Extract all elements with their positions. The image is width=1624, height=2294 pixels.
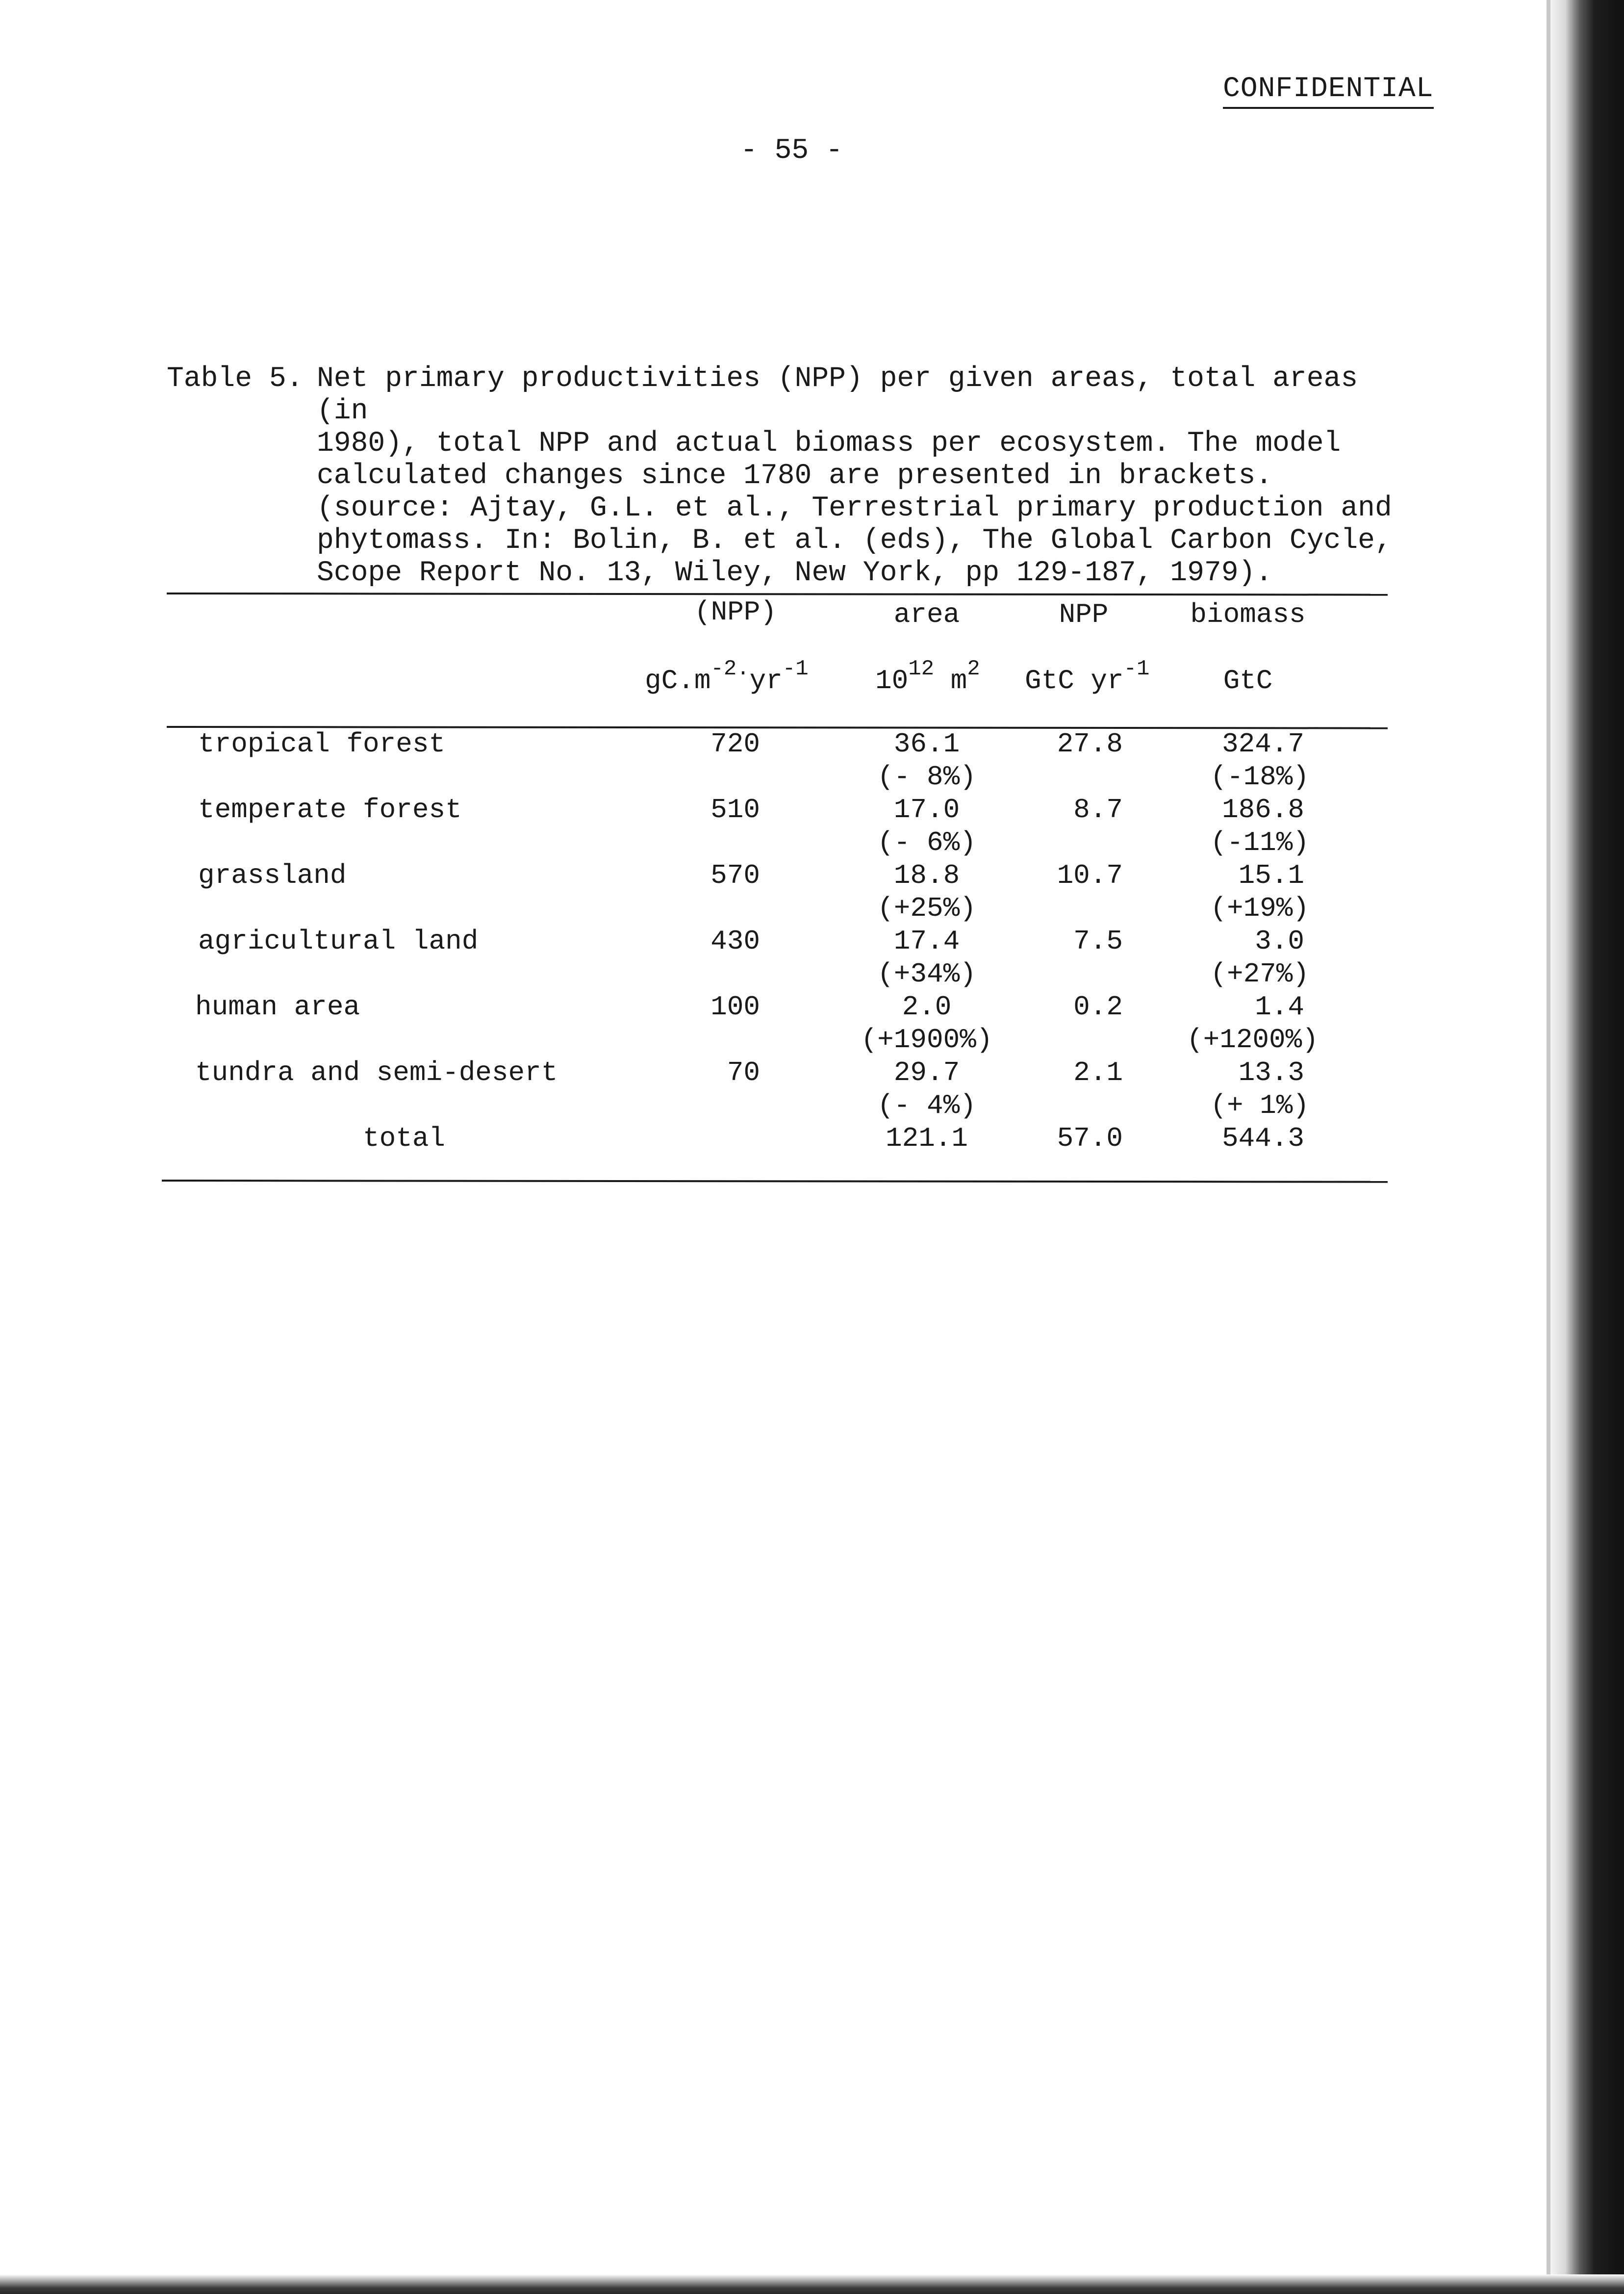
row-npp: 0.2 <box>1073 991 1123 1023</box>
row-biomass: 13.3 <box>1238 1057 1304 1088</box>
scan-edge-inner <box>1547 0 1550 2294</box>
row-ecosystem-label: tundra and semi-desert <box>195 1057 558 1088</box>
row-area: 36.1 <box>893 728 960 760</box>
column-unit-npp-per-area: $gC.m^{-2.}yr^{-1}$ <box>645 657 809 696</box>
row-ecosystem-label: agricultural land <box>198 926 479 957</box>
row-area-change: (- 6%) <box>877 827 976 858</box>
row-npp: 8.7 <box>1073 794 1123 825</box>
row-ecosystem-label: temperate forest <box>198 794 462 825</box>
row-area-change: (+25%) <box>877 893 976 924</box>
row-npp-per-area: 70 <box>727 1057 760 1088</box>
row-ecosystem-label: human area <box>195 991 360 1023</box>
table-caption <box>167 363 1422 590</box>
row-area: 17.0 <box>893 794 960 825</box>
row-area: 18.8 <box>893 860 960 891</box>
row-npp: 2.1 <box>1073 1057 1123 1088</box>
scan-edge-right <box>1550 0 1624 2294</box>
row-biomass-change: (+1200%) <box>1187 1024 1319 1056</box>
row-biomass-change: (+19%) <box>1210 893 1309 924</box>
table-top-rule <box>167 593 1388 596</box>
row-ecosystem-label: tropical forest <box>198 728 446 760</box>
total-npp: 57.0 <box>1057 1123 1123 1154</box>
page-number: - 55 - <box>740 135 843 167</box>
row-npp: 27.8 <box>1057 728 1123 760</box>
row-biomass: 186.8 <box>1221 794 1304 825</box>
total-biomass: 544.3 <box>1221 1123 1304 1154</box>
column-unit-biomass: GtC <box>1223 665 1273 696</box>
row-npp: 7.5 <box>1073 926 1123 957</box>
row-area-change: (+34%) <box>877 958 976 990</box>
column-header-area: area <box>893 599 960 630</box>
row-biomass-change: (-18%) <box>1210 761 1309 793</box>
row-npp-per-area: 570 <box>710 860 760 891</box>
column-header-npp: NPP <box>1059 599 1109 630</box>
row-area: 17.4 <box>893 926 960 957</box>
table-caption-text: Net primary productivities (NPP) per given areas, total areas (in 1980), total NPP and actual biomass per ecosystem. The model calculated changes since 1780 are presented in brackets. (source: Ajtay, G.L. et al., Terrestrial primary production and phytomass. In: Bolin, B. et al. (eds), The Global Carbon Cycle, Scope Report No. 13, Wiley, New York, pp 129-187, 1979). <box>317 363 1392 589</box>
row-npp-per-area: 720 <box>710 728 760 760</box>
column-header-biomass: biomass <box>1190 599 1306 630</box>
column-unit-area: $10^{12}$ $m^2$ <box>875 657 980 696</box>
column-header-npp-per-area: (NPP) <box>694 596 777 628</box>
column-unit-npp: GtC $yr^{-1}$ <box>1025 657 1150 696</box>
row-biomass-change: (-11%) <box>1210 827 1309 858</box>
table-bottom-rule <box>162 1180 1388 1183</box>
row-area-change: (- 8%) <box>877 761 976 793</box>
table-caption-label: Table 5. <box>167 363 304 395</box>
row-biomass: 1.4 <box>1255 991 1304 1023</box>
row-npp-per-area: 100 <box>710 991 760 1023</box>
total-area: 121.1 <box>885 1123 968 1154</box>
row-biomass: 15.1 <box>1238 860 1304 891</box>
row-biomass-change: (+ 1%) <box>1210 1090 1309 1121</box>
row-biomass: 324.7 <box>1221 728 1304 760</box>
row-area: 2.0 <box>902 991 952 1023</box>
scan-edge-bottom <box>0 2274 1624 2294</box>
row-ecosystem-label: grassland <box>198 860 347 891</box>
row-biomass: 3.0 <box>1255 926 1304 957</box>
total-label: total <box>363 1123 446 1154</box>
row-area-change: (- 4%) <box>877 1090 976 1121</box>
row-npp: 10.7 <box>1057 860 1123 891</box>
row-area-change: (+1900%) <box>861 1024 993 1056</box>
row-area: 29.7 <box>893 1057 960 1088</box>
row-npp-per-area: 430 <box>710 926 760 957</box>
row-biomass-change: (+27%) <box>1210 958 1309 990</box>
classification-label: CONFIDENTIAL <box>1223 74 1434 109</box>
row-npp-per-area: 510 <box>710 794 760 825</box>
